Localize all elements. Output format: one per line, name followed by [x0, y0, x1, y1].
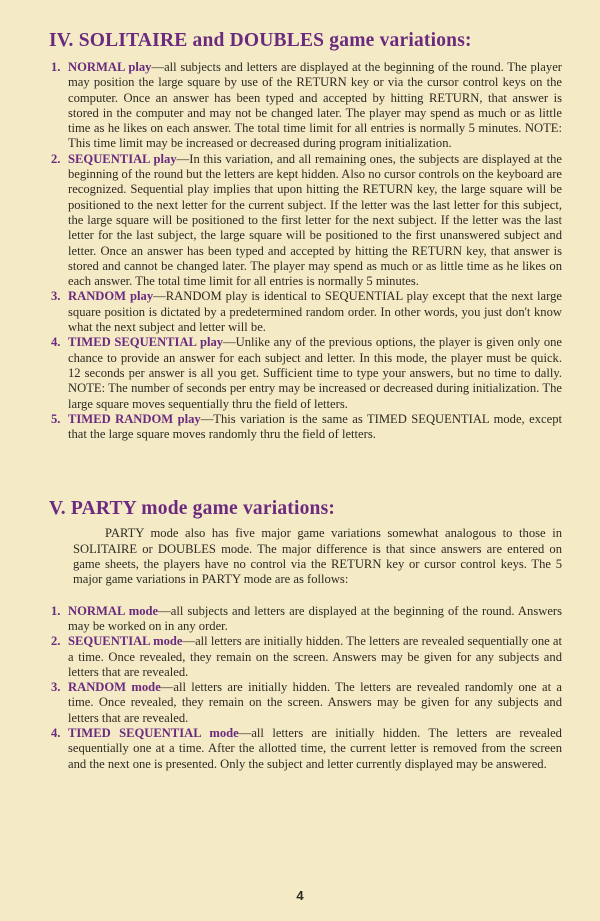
item-text: —all letters are initially hidden. The letters are revealed sequentially one at a time. Once revealed, they remain on the screen. Answers may be given for any subjects and letters that are revealed.	[68, 634, 562, 679]
item-number: 1.	[51, 60, 61, 74]
item-text: —Unlike any of the previous options, the player is given only one chance to provide an answer for each subject and letter. In this mode, the player must be quick. 12 seconds per answer is all you get. Sufficient time to type your answers, but no time to dally. NOTE: The number of seconds per entry may be increased or decreased during initialization. The large square moves sequentially thru the field of letters.	[68, 335, 562, 411]
list-item	[44, 726, 562, 772]
list-item	[44, 289, 562, 335]
list-item	[44, 634, 562, 680]
item-text: —This variation is the same as TIMED SEQUENTIAL mode, except that the large square moves randomly thru the field of letters.	[68, 411, 562, 442]
list-item	[44, 60, 562, 152]
item-term: TIMED SEQUENTIAL play	[68, 335, 224, 350]
item-number: 3.	[51, 289, 61, 304]
item-text: —all subjects and letters are displayed at the beginning of the round. Answers may be worked on in any order.	[68, 603, 563, 633]
item-term: NORMAL play	[68, 60, 152, 74]
item-text: —all letters are initially hidden. The letters are revealed randomly one at a time. Once revealed, they remain on the screen. Answers may be given for any subjects and letters that are revealed.	[68, 680, 562, 725]
item-number: 2.	[51, 634, 61, 649]
item-text: —RANDOM play is identical to SEQUENTIAL play except that the next large square position is dictated by a predetermined random order. In other words, you just don't know what the next subject and letter will be.	[68, 289, 562, 335]
item-number: 3.	[51, 680, 61, 695]
list-item	[44, 412, 562, 443]
item-number: 4.	[51, 335, 61, 350]
item-term: SEQUENTIAL mode	[68, 634, 183, 649]
section-4-list	[44, 60, 562, 442]
list-item	[44, 604, 562, 635]
list-item	[44, 680, 562, 726]
list-item	[44, 335, 562, 411]
page-number: 4	[296, 888, 304, 903]
item-number: 1.	[51, 603, 61, 618]
item-number: 4.	[51, 725, 61, 740]
item-number: 5.	[51, 411, 61, 426]
item-term: NORMAL mode	[68, 603, 159, 618]
item-term: RANDOM play	[68, 289, 154, 304]
item-text: —all letters are initially hidden. The letters are revealed sequentially one at a time. After the allotted time, the current letter is removed from the screen and the next one is presented. Only the subject and letter currently displayed may be answered.	[68, 725, 562, 771]
item-term: TIMED SEQUENTIAL mode	[68, 725, 239, 740]
section-5-list	[44, 604, 562, 772]
item-term: SEQUENTIAL play	[68, 151, 177, 166]
item-term: TIMED RANDOM play	[68, 411, 201, 426]
list-item	[44, 152, 562, 290]
item-term: RANDOM mode	[68, 680, 161, 695]
item-text: —In this variation, and all remaining ones, the subjects are displayed at the beginning of the round but the letters are kept hidden. Also no cursor controls on the keyboard are recognized. Sequential play implies that upon hitting the RETURN key, the large square will be positioned to the next letter for the current subject. If the letter was the last letter for this subject, the large square will be positioned to the first letter for the next subject. If the letter was the last letter for the last subject, the large square will be positioned to the first unanswered subject and letter. Once an answer has been typed and accepted by hitting the RETURN key, that answer is stored and cannot be changed later. The player may spend as much or as little time as he likes on each answer. The total time limit for all entries is normally 5 minutes.	[68, 151, 562, 289]
section-5-heading: V. PARTY mode game variations:	[49, 498, 336, 520]
item-text: —all subjects and letters are displayed at the beginning of the round. The player may position the large square by use of the RETURN key or via the cursor control keys on the computer. Once an answer has been typed and accepted by hitting RETURN, that answer is stored in the computer and may not be changed later. The player may spend as much or as little time as he likes on each answer. The total time limit for all entries is normally 5 minutes. NOTE: This time limit may be increased or decreased during program initialization.	[68, 60, 562, 151]
section-5-intro: PARTY mode also has five major game variations somewhat analogous to those in SOLITAIRE or DOUBLES mode. The major difference is that since answers are entered on game sheets, the players have no control via the RETURN key or cursor control keys. The 5 major game variations in PARTY mode are as follows:	[73, 526, 562, 587]
item-number: 2.	[51, 151, 61, 166]
section-4-heading: IV. SOLITAIRE and DOUBLES game variations:	[49, 30, 472, 51]
